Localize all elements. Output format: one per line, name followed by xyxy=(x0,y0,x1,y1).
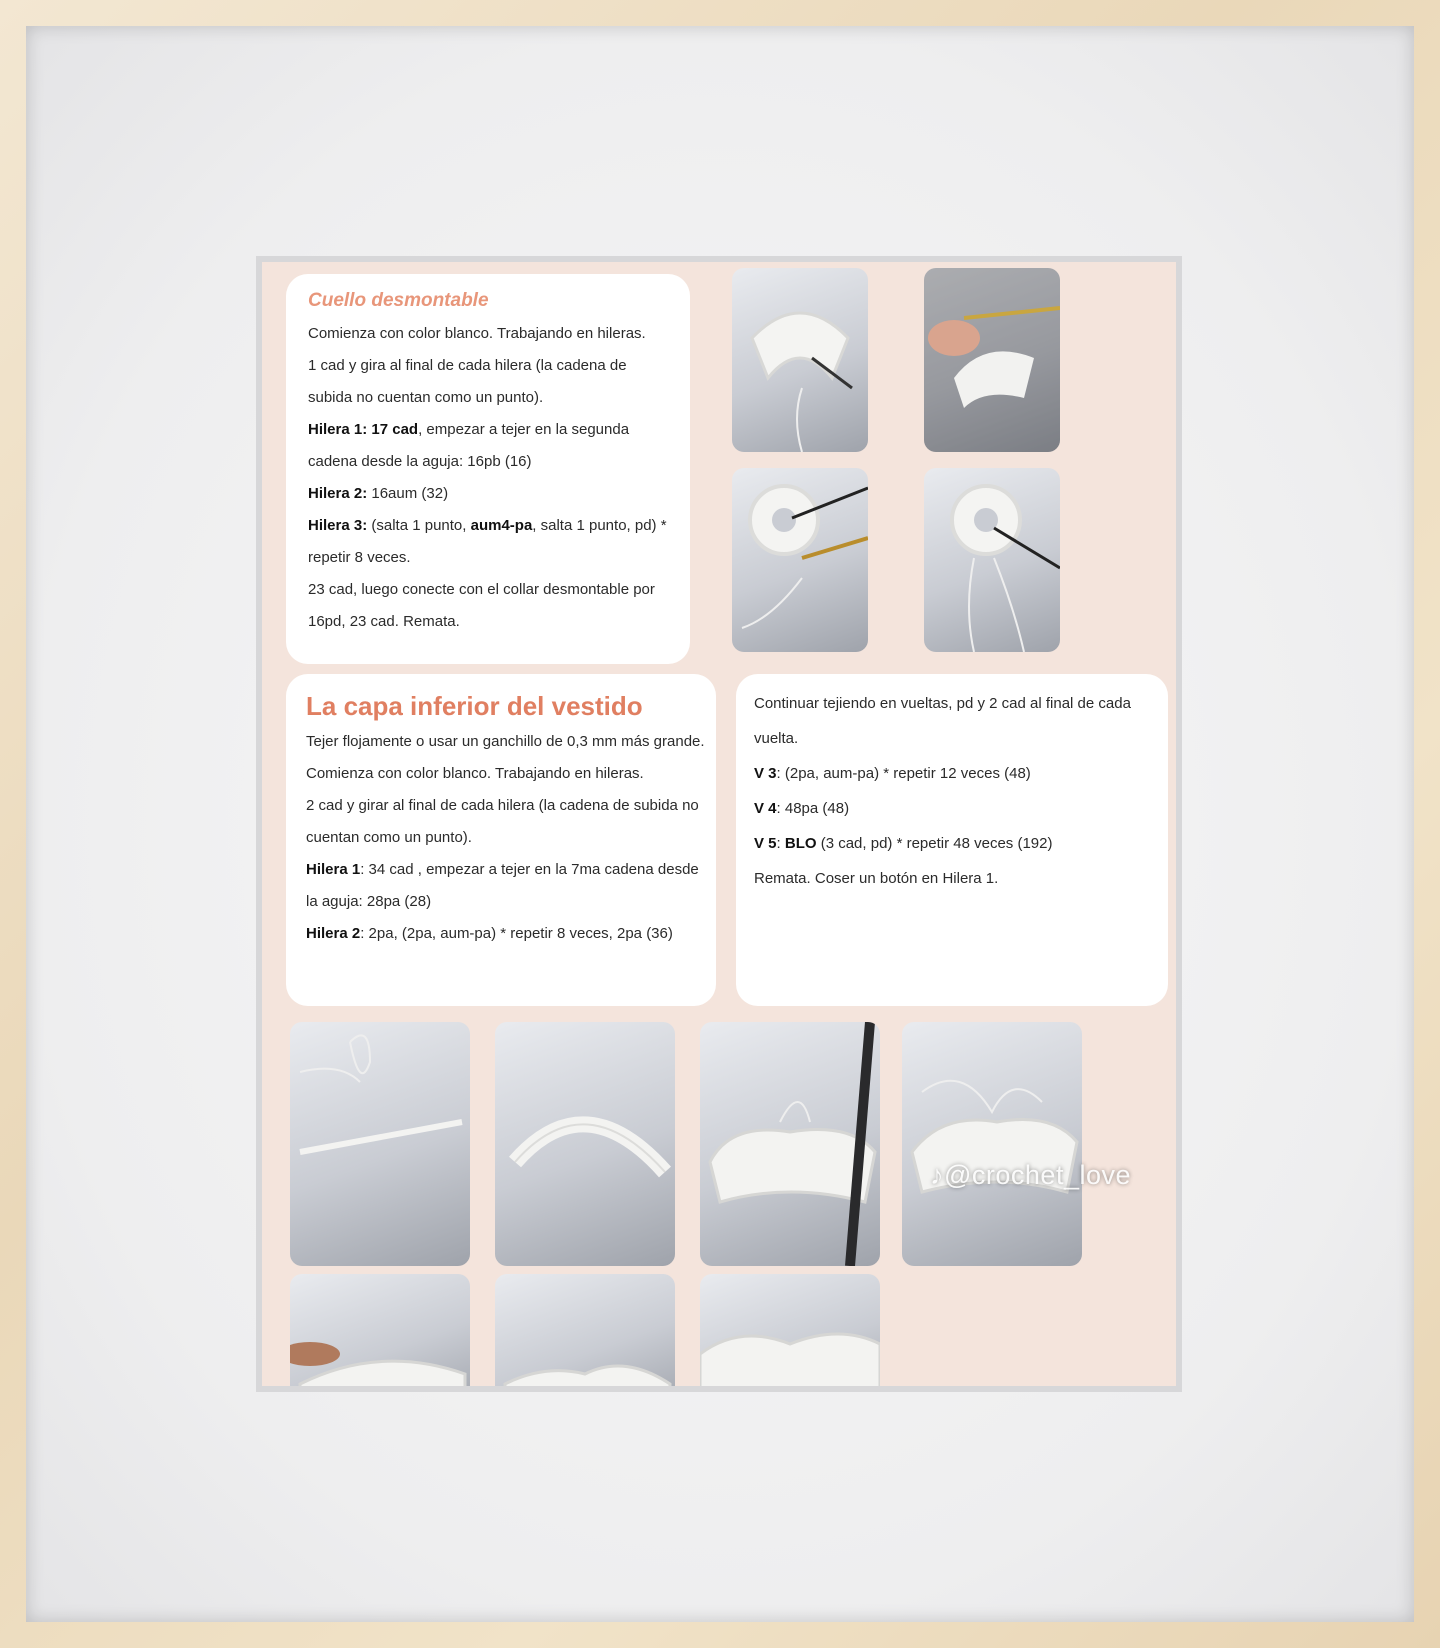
dress-photo-3 xyxy=(700,1022,880,1266)
continue-card xyxy=(736,674,1168,1006)
dress-photo-1 xyxy=(290,1022,470,1266)
collar-photo-1 xyxy=(732,268,868,452)
collar-row-3: Hilera 3: (salta 1 punto, aum4-pa, salta 1 punto, pd) * repetir 8 veces. xyxy=(308,517,667,566)
collar-photo-3 xyxy=(732,468,868,652)
collar-line-1: Comienza con color blanco. Trabajando en hileras. xyxy=(308,325,646,342)
lower-layer-row-1: Hilera 1: 34 cad , empezar a tejer en la 7ma cadena desde la aguja: 28pa (28) xyxy=(306,861,699,910)
collar-row-2: Hilera 2: 16aum (32) xyxy=(308,485,449,502)
dress-photo-5 xyxy=(290,1274,470,1392)
collar-line-last: 23 cad, luego conecte con el collar desmontable por 16pd, 23 cad. Remata. xyxy=(308,581,655,630)
lower-layer-line-1: Tejer flojamente o usar un ganchillo de 0,3 mm más grande. xyxy=(306,733,705,750)
collar-card xyxy=(286,274,690,664)
collar-row-1: Hilera 1: 17 cad, empezar a tejer en la segunda cadena desde la aguja: 16pb (16) xyxy=(308,421,630,470)
collar-photo-2 xyxy=(924,268,1060,452)
tiktok-icon: ♪ xyxy=(930,1160,944,1190)
pattern-sheet xyxy=(256,256,1182,1392)
continue-round-3: V 3: (2pa, aum-pa) * repetir 12 veces (48) xyxy=(754,765,1031,782)
collar-photo-4 xyxy=(924,468,1060,652)
continue-line-last: Remata. Coser un botón en Hilera 1. xyxy=(754,870,999,887)
lower-layer-row-2: Hilera 2: 2pa, (2pa, aum-pa) * repetir 8 veces, 2pa (36) xyxy=(306,925,673,942)
collar-line-2: 1 cad y gira al final de cada hilera (la cadena de subida no cuentan como un punto). xyxy=(308,357,627,406)
dress-photo-7 xyxy=(700,1274,880,1392)
continue-round-4: V 4: 48pa (48) xyxy=(754,800,850,817)
dress-photo-4 xyxy=(902,1022,1082,1266)
continue-line-1: Continuar tejiendo en vueltas, pd y 2 cad al final de cada vuelta. xyxy=(754,695,1131,747)
dress-photo-6 xyxy=(495,1274,675,1392)
tiktok-watermark: ♪@crochet_love xyxy=(930,1160,1131,1190)
lower-layer-card xyxy=(286,674,716,1006)
lower-layer-title: La capa inferior del vestido xyxy=(306,691,643,721)
dress-photo-2 xyxy=(495,1022,675,1266)
continue-round-5: V 5: BLO (3 cad, pd) * repetir 48 veces (192) xyxy=(754,835,1053,852)
lower-layer-line-2: Comienza con color blanco. Trabajando en hileras. xyxy=(306,765,644,782)
collar-title: Cuello desmontable xyxy=(308,290,489,311)
lower-layer-line-3: 2 cad y girar al final de cada hilera (la cadena de subida no cuentan como un punto). xyxy=(306,797,699,846)
